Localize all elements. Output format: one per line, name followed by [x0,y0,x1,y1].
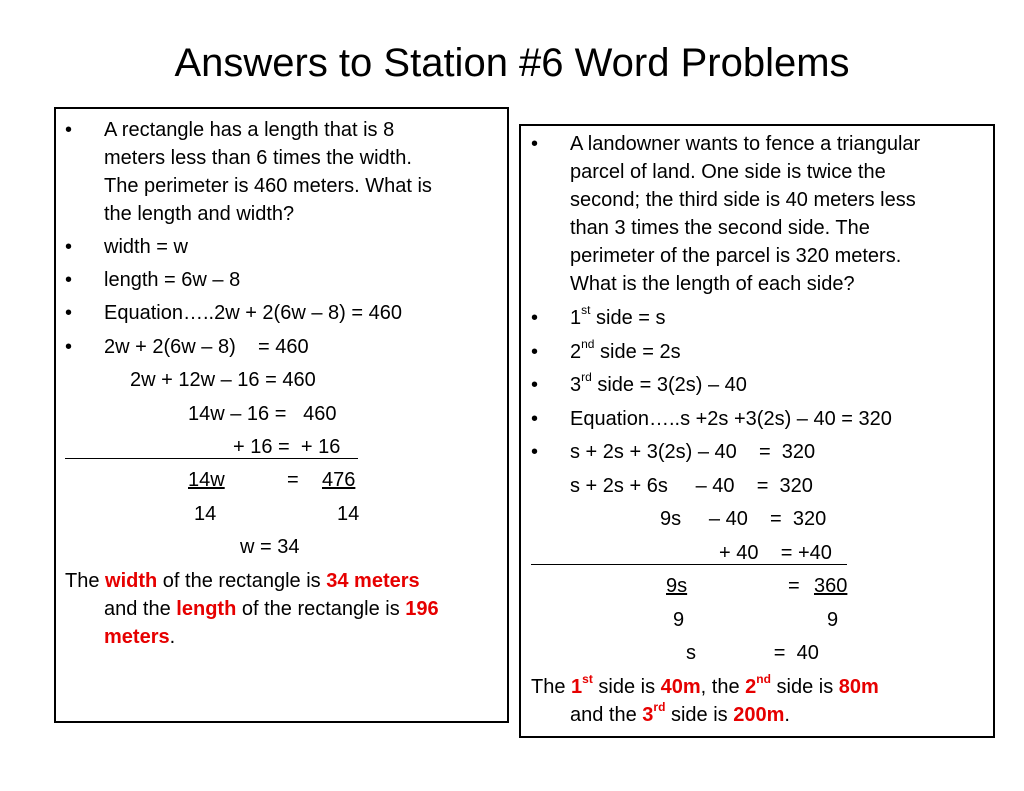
bullet: • [65,119,73,141]
problem-line: What is the length of each side? [570,273,855,295]
solution-step: + 40 = +40 [719,542,832,564]
addition-rule [531,564,847,565]
solution-step: 2w + 12w – 16 = 460 [130,369,316,391]
side2-definition: 2nd side = 2s [570,337,681,363]
equals-sign: = [287,469,299,491]
problem-line: parcel of land. One side is twice the [570,161,886,183]
solution-step: s + 2s + 3(2s) – 40 = 320 [570,441,816,463]
problem-line: than 3 times the second side. The [570,217,870,239]
equals-sign: = [788,575,800,597]
addition-rule [65,458,358,459]
problem-line: perimeter of the parcel is 320 meters. [570,245,902,267]
answer-line: The 1st side is 40m, the 2nd side is 80m [531,672,879,698]
solution-step: 2w + 2(6w – 8) = 460 [104,336,309,358]
solution-result: w = 34 [240,536,300,558]
problem-line: A rectangle has a length that is 8 [104,119,395,141]
bullet: • [65,269,73,291]
fraction-denominator: 14 [337,503,360,525]
bullet: • [65,302,73,324]
fraction-numerator: 14w [188,469,225,491]
fraction-numerator: 476 [322,469,356,491]
problem-line: A landowner wants to fence a triangular [570,133,921,155]
solution-step: + 16 = + 16 [233,436,341,458]
side3-definition: 3rd side = 3(2s) – 40 [570,370,747,396]
bullet: • [65,336,73,358]
problem-line: the length and width? [104,203,295,225]
fraction-numerator: 9s [666,575,688,597]
problem-line: The perimeter is 460 meters. What is [104,175,432,197]
answer-line: The width of the rectangle is 34 meters [65,570,420,592]
solution-step: 9s – 40 = 320 [660,508,827,530]
bullet: • [531,307,539,329]
fraction-denominator: 9 [673,609,685,631]
width-definition: width = w [104,236,188,258]
solution-result: s = 40 [686,642,819,664]
answer-line: and the length of the rectangle is 196 [104,598,439,620]
equation: Equation…..2w + 2(6w – 8) = 460 [104,302,402,324]
solution-step: s + 2s + 6s – 40 = 320 [570,475,813,497]
bullet: • [531,341,539,363]
bullet: • [531,408,539,430]
bullet: • [65,236,73,258]
fraction-denominator: 14 [194,503,217,525]
slide-title: Answers to Station #6 Word Problems [174,41,850,85]
bullet: • [531,133,539,155]
equation: Equation…..s +2s +3(2s) – 40 = 320 [570,408,892,430]
fraction-denominator: 9 [827,609,839,631]
answer-line: and the 3rd side is 200m. [570,700,790,726]
solution-step: 14w – 16 = 460 [188,403,337,425]
bullet: • [531,441,539,463]
answer-line: meters. [104,626,176,648]
fraction-numerator: 360 [814,575,848,597]
problem-line: meters less than 6 times the width. [104,147,412,169]
problem-line: second; the third side is 40 meters less [570,189,916,211]
bullet: • [531,374,539,396]
side1-definition: 1st side = s [570,303,666,329]
length-definition: length = 6w – 8 [104,269,241,291]
